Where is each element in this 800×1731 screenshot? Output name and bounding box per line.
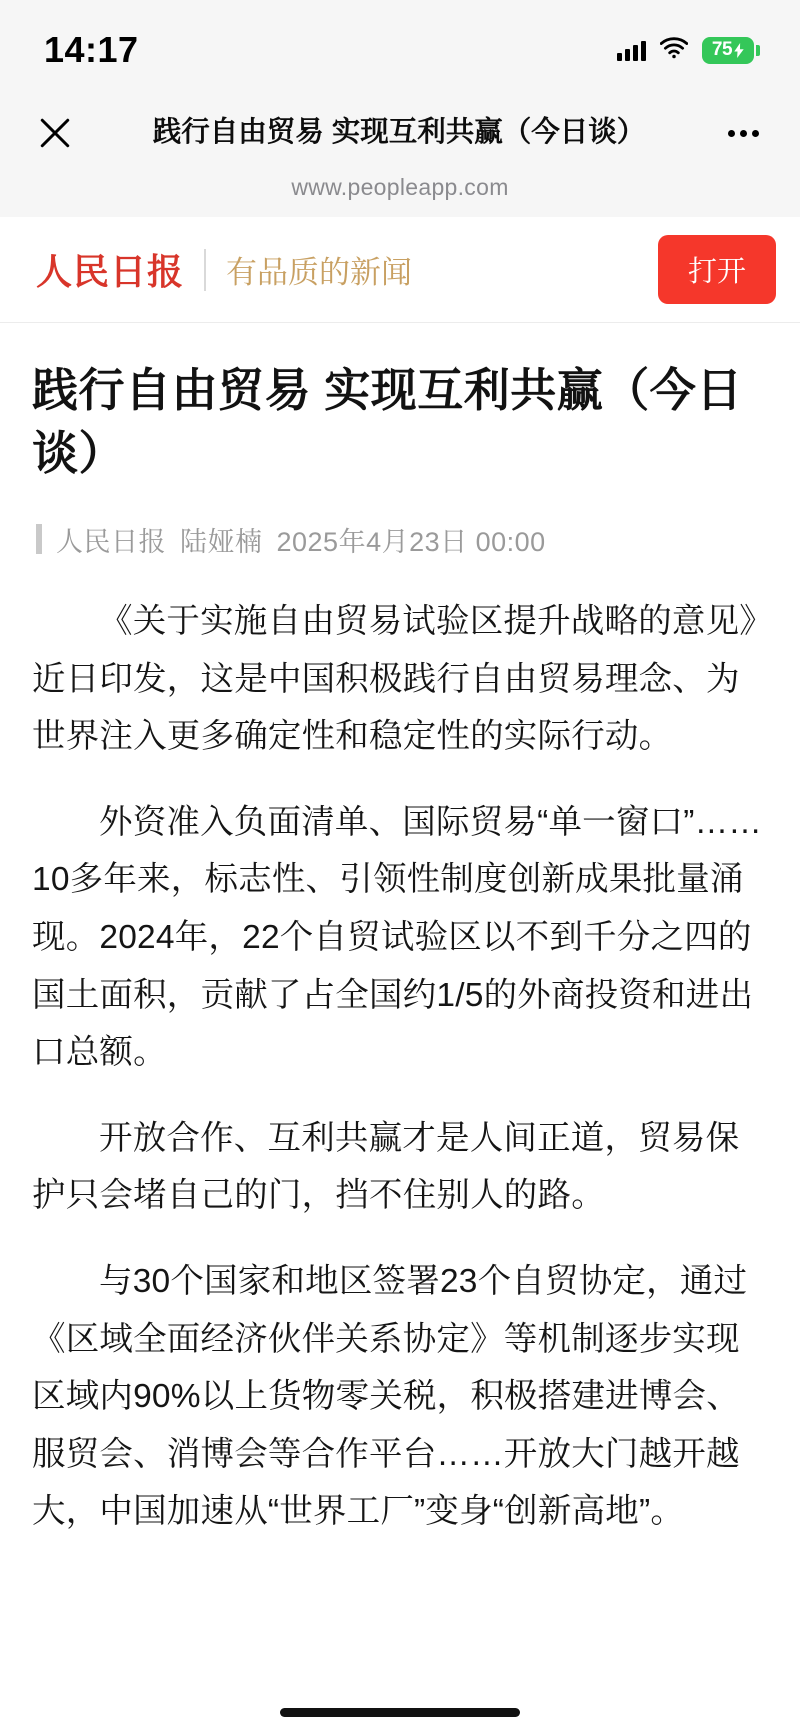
article-container <box>0 323 800 1541</box>
article-title: 践行自由贸易 实现互利共赢（今日谈） <box>32 364 743 480</box>
article-paragraph: 与30个国家和地区签署23个自贸协定，通过《区域全面经济伙伴关系协定》等机制逐步实现区域内90%以上货物零关税，积极搭建进博会、服贸会、消博会等合作平台……开放大门越开越大，中国加速从“世界工厂”变身“创新高地”。 <box>32 1263 748 1531</box>
battery-level: 75 <box>711 39 733 60</box>
home-indicator[interactable] <box>280 1708 520 1717</box>
cellular-signal-icon <box>617 39 646 61</box>
open-app-button[interactable]: 打开 <box>658 235 776 304</box>
article-author: 陆娅楠 <box>180 526 263 557</box>
close-icon <box>38 116 72 150</box>
wifi-icon <box>660 37 688 64</box>
bottom-fade <box>0 1677 800 1731</box>
brand-divider <box>204 249 206 291</box>
browser-url-row <box>0 174 800 217</box>
battery-icon <box>702 37 754 64</box>
meta-accent-bar <box>36 524 42 554</box>
article-paragraph: 外资准入负面清单、国际贸易“单一窗口”……10多年来，标志性、引领性制度创新成果批量涌现。2024年，22个自贸试验区以不到千分之四的国土面积，贡献了占全国约1/5的外商投资和进出口总额。 <box>32 803 763 1072</box>
more-options-icon <box>728 130 735 137</box>
article-date: 2025年4月23日 00:00 <box>276 526 546 557</box>
browser-title-area <box>82 115 716 151</box>
status-bar <box>0 0 800 92</box>
brand-slogan: 有品质的新闻 <box>226 255 413 290</box>
article-meta <box>32 520 768 559</box>
charging-bolt-icon <box>734 43 744 58</box>
browser-url: www.peopleapp.com <box>291 174 509 200</box>
brand-group <box>36 244 658 295</box>
article-paragraph: 《关于实施自由贸易试验区提升战略的意见》近日印发，这是中国积极践行自由贸易理念、为世界注入更多确定性和稳定性的实际行动。 <box>32 602 757 756</box>
status-bar-time: 14:17 <box>44 29 139 70</box>
close-button[interactable] <box>28 106 82 160</box>
status-bar-indicators <box>617 29 754 64</box>
article-paragraph: 开放合作、互利共赢才是人间正道，贸易保护只会堵自己的门，挡不住别人的路。 <box>32 1119 740 1215</box>
browser-page-title: 践行自由贸易 实现互利共赢（今日谈） <box>152 116 646 149</box>
brand-logo: 人民日报 <box>36 252 185 292</box>
app-promo-bar <box>0 217 800 323</box>
browser-toolbar <box>0 92 800 174</box>
article-source: 人民日报 <box>56 526 166 557</box>
more-options-button[interactable] <box>716 106 770 160</box>
